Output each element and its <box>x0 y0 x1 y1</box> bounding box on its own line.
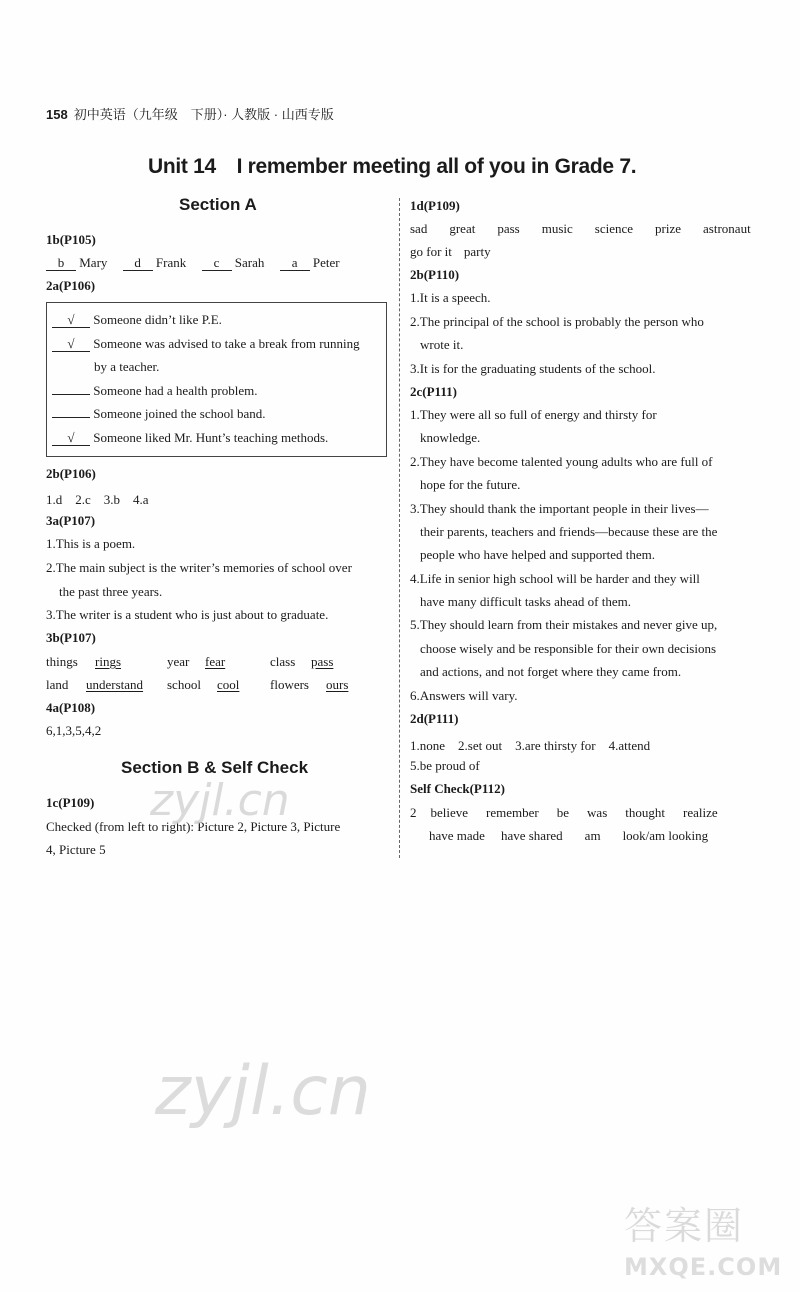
checklist-text: Someone didn’t like P.E. <box>93 312 222 327</box>
q1d-label: 1d(P109) <box>410 198 460 213</box>
word: music <box>541 221 573 236</box>
q2b-line: 3.It is for the graduating students of the school. <box>410 361 656 376</box>
q2d-line: 1.none 2.set out 3.are thirsty for 4.attend <box>410 738 651 753</box>
word: be <box>556 805 570 820</box>
q2c-line: knowledge. <box>420 430 481 445</box>
rhyme-word: class <box>270 654 296 669</box>
word: was <box>587 805 608 820</box>
checklist-row <box>52 312 222 328</box>
q1c-line: Checked (from left to right): Picture 2, Picture 3, Picture <box>46 819 341 834</box>
q1d-words-row <box>410 244 513 260</box>
answer-blank: b <box>46 256 76 271</box>
rhyme-word: flowers <box>270 677 309 692</box>
q1c-label: 1c(P109) <box>46 795 95 810</box>
word: have made <box>429 828 485 843</box>
q1d-words-row <box>410 221 751 237</box>
q2a-label: 2a(P106) <box>46 278 96 293</box>
word: have shared <box>500 828 563 843</box>
name-label: Sarah <box>234 255 265 270</box>
watermark-large: zyjl.cn <box>155 1052 371 1131</box>
q1b-answers <box>46 255 340 271</box>
word: believe <box>430 805 469 820</box>
column-divider <box>399 198 400 858</box>
q4a-label: 4a(P108) <box>46 700 96 715</box>
checklist-row <box>52 336 360 352</box>
q2c-line: 2.They have become talented young adults who are full of <box>410 454 713 469</box>
q2c-line: 4.Life in senior high school will be harder and they will <box>410 571 700 586</box>
rhyme-answer: pass <box>311 654 334 669</box>
q2b-right-label: 2b(P110) <box>410 267 460 282</box>
q3a-label: 3a(P107) <box>46 513 96 528</box>
q2b-line: 1.It is a speech. <box>410 290 491 305</box>
word: astronaut <box>703 221 751 236</box>
word: am <box>584 828 601 843</box>
watermark-logo <box>622 1195 792 1285</box>
q1b-label: 1b(P105) <box>46 232 96 247</box>
rhyme-word: land <box>46 677 69 692</box>
check-blank <box>52 394 90 395</box>
name-label: Frank <box>155 255 187 270</box>
q2c-line: 3.They should thank the important people in their lives— <box>410 501 709 516</box>
rhyme-answer: understand <box>86 677 144 692</box>
q2c-label: 2c(P111) <box>410 384 457 399</box>
q2d-line: 5.be proud of <box>410 758 480 773</box>
q3a-line: the past three years. <box>59 584 163 599</box>
answer-blank: d <box>123 256 153 271</box>
word: pass <box>497 221 520 236</box>
word: sad <box>410 221 428 236</box>
q2d-label: 2d(P111) <box>410 711 459 726</box>
checklist-text: Someone joined the school band. <box>93 406 266 421</box>
q4a-answer: 6,1,3,5,4,2 <box>46 723 102 738</box>
page-header <box>46 104 334 123</box>
name-label: Mary <box>79 255 108 270</box>
section-a-heading: Section A <box>179 195 257 214</box>
watermark-small: zyjl.cn <box>150 775 290 826</box>
q3b-label: 3b(P107) <box>46 630 96 645</box>
word: great <box>449 221 476 236</box>
word: prize <box>655 221 682 236</box>
q2c-line: have many difficult tasks ahead of them. <box>420 594 631 609</box>
watermark-site: MXQE.COM <box>624 1253 783 1281</box>
rhyme-answer: fear <box>205 654 226 669</box>
checklist-row <box>52 430 328 446</box>
word: realize <box>682 805 718 820</box>
word: science <box>594 221 634 236</box>
q2c-line: and actions, and not forget where they came from. <box>420 664 682 679</box>
word: 2 <box>410 805 417 820</box>
checklist-row <box>52 406 265 422</box>
word: look/am looking <box>622 828 709 843</box>
rhyme-answer: ours <box>326 677 349 692</box>
rhyme-answer: rings <box>95 654 121 669</box>
q3a-line: 1.This is a poem. <box>46 536 136 551</box>
q2c-line: their parents, teachers and friends—because these are the <box>420 524 718 539</box>
self-check-label: Self Check(P112) <box>410 781 505 796</box>
rhyme-word: year <box>167 654 190 669</box>
word: party <box>463 244 491 259</box>
answer-blank: a <box>280 256 310 271</box>
checklist-text: Someone was advised to take a break from running <box>93 336 360 351</box>
checklist-row <box>52 383 258 399</box>
rhyme-word: things <box>46 654 78 669</box>
q2c-line: 5.They should learn from their mistakes and never give up, <box>410 617 718 632</box>
check-blank: √ <box>52 431 90 446</box>
self-check-row <box>429 828 708 844</box>
word: thought <box>625 805 665 820</box>
word: remember <box>486 805 539 820</box>
watermark-logo-text: 答案圈 <box>624 1204 745 1248</box>
self-check-row <box>410 805 718 821</box>
q1c-line: 4, Picture 5 <box>46 842 106 857</box>
page-number: 158 <box>46 107 68 122</box>
q2c-line: 1.They were all so full of energy and thirsty for <box>410 407 657 422</box>
rhyme-word: school <box>167 677 201 692</box>
q2c-line: 6.Answers will vary. <box>410 688 518 703</box>
name-label: Peter <box>312 255 340 270</box>
q2b-line: 2.The principal of the school is probably the person who <box>410 314 704 329</box>
q3a-line: 2.The main subject is the writer’s memories of school over <box>46 560 352 575</box>
check-blank <box>52 417 90 418</box>
check-blank: √ <box>52 313 90 328</box>
word: go for it <box>410 244 452 259</box>
checklist-text: Someone had a health problem. <box>93 383 258 398</box>
checklist-text: Someone liked Mr. Hunt’s teaching methods. <box>93 430 329 445</box>
q2b-answer: 1.d 2.c 3.b 4.a <box>46 492 149 507</box>
q2c-line: choose wisely and be responsible for their own decisions <box>420 641 717 656</box>
check-blank: √ <box>52 337 90 352</box>
q2c-line: hope for the future. <box>420 477 521 492</box>
q2b-line: wrote it. <box>420 337 464 352</box>
checklist-row-continuation: by a teacher. <box>94 359 160 374</box>
q2c-line: people who have helped and supported them. <box>420 547 656 562</box>
q3a-line: 3.The writer is a student who is just about to graduate. <box>46 607 329 622</box>
unit-title: Unit 14 I remember meeting all of you in Grade 7. <box>148 155 637 178</box>
rhyme-answer: cool <box>217 677 240 692</box>
q2b-label: 2b(P106) <box>46 466 96 481</box>
answer-blank: c <box>202 256 232 271</box>
book-info: 初中英语（九年级 下册）· 人教版 · 山西专版 <box>73 107 334 122</box>
section-b-heading: Section B & Self Check <box>121 758 309 777</box>
